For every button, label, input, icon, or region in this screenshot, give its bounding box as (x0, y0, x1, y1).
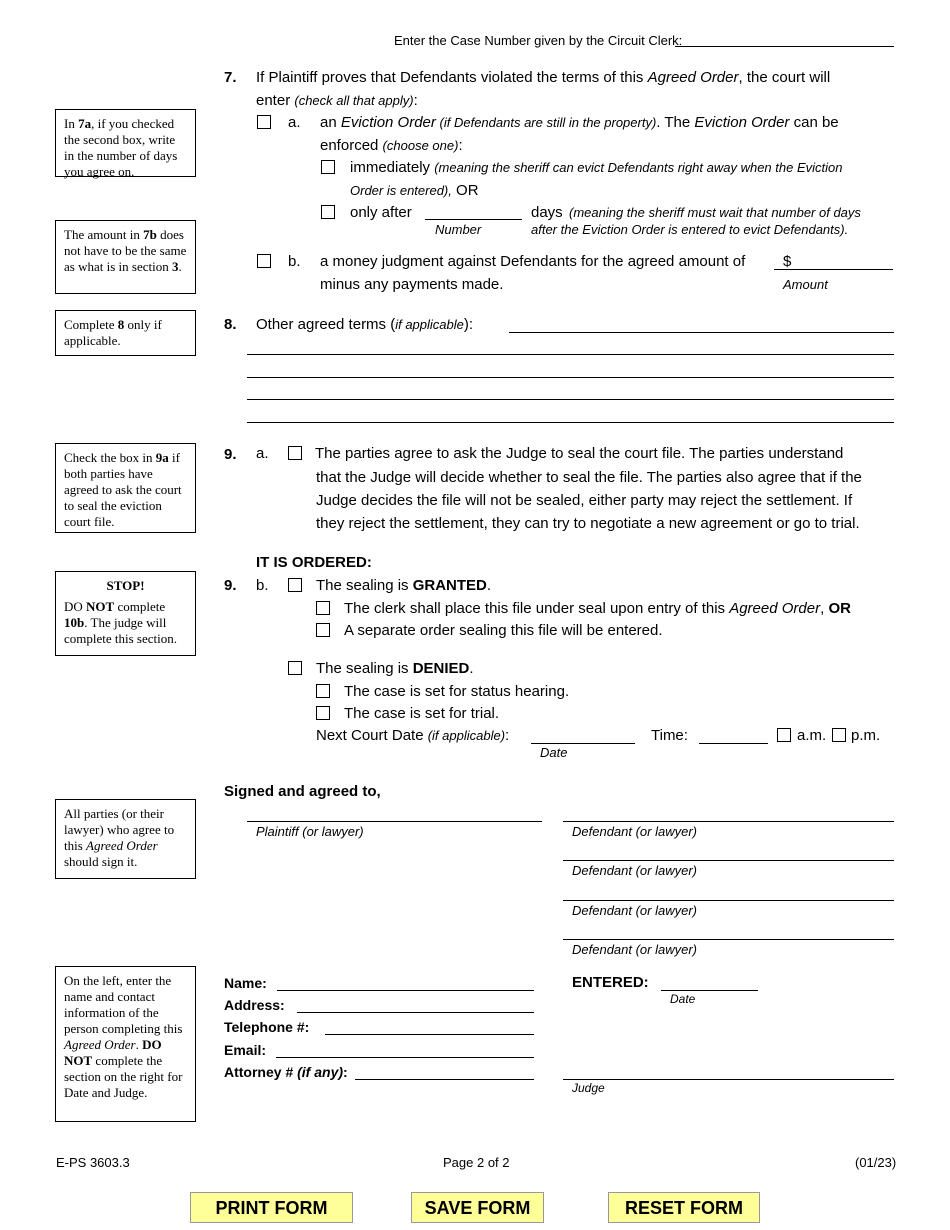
note-signing: All parties (or their lawyer) who agree to this Agreed Order should sign it. (55, 799, 196, 879)
plaintiff-signature-line[interactable] (247, 821, 542, 822)
signed-heading: Signed and agreed to, (224, 783, 381, 800)
case-number-label: Enter the Case Number given by the Circuit Clerk: (394, 33, 683, 48)
defendant-signature-line-2[interactable] (563, 860, 894, 861)
checkbox-pm[interactable] (832, 728, 846, 742)
days-label: days (531, 204, 563, 221)
amount-caption: Amount (783, 277, 828, 292)
form-id: E-PS 3603.3 (56, 1155, 130, 1170)
other-terms-line-4[interactable] (247, 399, 894, 400)
name-field[interactable] (277, 990, 534, 991)
checkbox-am[interactable] (777, 728, 791, 742)
number-caption: Number (435, 222, 482, 237)
defendant-signature-line-1[interactable] (563, 821, 894, 822)
section-7-instruction: enter (check all that apply): (256, 92, 418, 109)
section-7a-label: a. (288, 114, 301, 131)
next-court-date-label: Next Court Date (if applicable): (316, 727, 510, 744)
section-7b-text: a money judgment against Defendants for the agreed amount of (320, 253, 746, 270)
defendant-caption-3: Defendant (or lawyer) (572, 903, 697, 918)
section-8-number: 8. (224, 316, 237, 333)
attorney-label: Attorney # (if any): (224, 1064, 348, 1080)
defendant-signature-line-4[interactable] (563, 939, 894, 940)
revision-date: (01/23) (855, 1155, 897, 1170)
sealing-granted: The sealing is GRANTED. (316, 577, 492, 594)
other-terms-line-2[interactable] (247, 354, 894, 355)
clerk-seal-option: The clerk shall place this file under seal upon entry of this Agreed Order, OR (344, 600, 851, 617)
checkbox-separate-order[interactable] (316, 623, 330, 637)
dollar-sign: $ (783, 253, 792, 270)
status-hearing-option: The case is set for status hearing. (344, 683, 570, 700)
telephone-label: Telephone #: (224, 1019, 310, 1035)
judge-caption: Judge (572, 1081, 605, 1095)
entered-date-field[interactable] (661, 990, 758, 991)
note-7b: The amount in 7b does not have to be the same as what is in section 3. (55, 220, 196, 294)
days-note-1: (meaning the sheriff must wait that number of days (569, 205, 861, 220)
checkbox-only-after[interactable] (321, 205, 335, 219)
email-field[interactable] (276, 1057, 534, 1058)
note-9a: Check the box in 9a if both parties have agreed to ask the court to seal the eviction court file. (55, 443, 196, 533)
seal-request-line-3: Judge decides the file will not be sealed, either party may reject the settlement. If (316, 492, 853, 509)
checkbox-clerk-seal[interactable] (316, 601, 330, 615)
am-label: a.m. (797, 727, 827, 744)
save-form-button[interactable]: SAVE FORM (411, 1192, 544, 1223)
it-is-ordered-heading: IT IS ORDERED: (256, 554, 372, 571)
section-8-label: Other agreed terms (if applicable): (256, 316, 474, 333)
defendant-caption-1: Defendant (or lawyer) (572, 824, 697, 839)
option-immediately: immediately (meaning the sheriff can evict Defendants right away when the Eviction (350, 159, 843, 176)
page-number: Page 2 of 2 (443, 1155, 510, 1170)
section-7b-text-2: minus any payments made. (320, 276, 504, 293)
entered-label: ENTERED: (572, 974, 649, 991)
checkbox-trial[interactable] (316, 706, 330, 720)
option-immediately-cont: Order is entered), OR (350, 182, 479, 199)
section-9b-label: b. (256, 577, 269, 594)
section-7a-text: an Eviction Order (if Defendants are still in the property). The Eviction Order can be (320, 114, 839, 131)
note-8: Complete 8 only if applicable. (55, 310, 196, 356)
amount-field[interactable] (774, 269, 893, 270)
reset-form-button[interactable]: RESET FORM (608, 1192, 760, 1223)
days-note-2: after the Eviction Order is entered to evict Defendants). (531, 222, 849, 237)
checkbox-7a[interactable] (257, 115, 271, 129)
section-7-intro: If Plaintiff proves that Defendants violated the terms of this Agreed Order, the court will (256, 69, 831, 86)
section-9a-label: a. (256, 445, 269, 462)
number-of-days-field[interactable] (425, 219, 522, 220)
section-7-number: 7. (224, 69, 237, 86)
option-only-after: only after (350, 204, 412, 221)
section-7b-label: b. (288, 253, 301, 270)
checkbox-status-hearing[interactable] (316, 684, 330, 698)
date-caption: Date (540, 745, 568, 760)
time-field[interactable] (699, 743, 768, 744)
defendant-caption-2: Defendant (or lawyer) (572, 863, 697, 878)
seal-request-line-2: that the Judge will decide whether to seal the file. The parties also agree that if the (316, 469, 862, 486)
section-9a-number: 9. (224, 446, 237, 463)
print-form-button[interactable]: PRINT FORM (190, 1192, 353, 1223)
other-terms-line-3[interactable] (247, 377, 894, 378)
other-terms-line-5[interactable] (247, 422, 894, 423)
plaintiff-caption: Plaintiff (or lawyer) (256, 824, 364, 839)
address-field[interactable] (297, 1012, 534, 1013)
email-label: Email: (224, 1042, 267, 1058)
seal-request-line-1: The parties agree to ask the Judge to seal the court file. The parties understand (315, 445, 844, 462)
entered-date-caption: Date (670, 992, 696, 1006)
judge-signature-line (563, 1079, 894, 1080)
checkbox-immediately[interactable] (321, 160, 335, 174)
checkbox-granted[interactable] (288, 578, 302, 592)
note-contact: On the left, enter the name and contact information of the person completing this Agreed Order. DO NOT complete the section on the right for Date and Judge. (55, 966, 196, 1122)
checkbox-denied[interactable] (288, 661, 302, 675)
separate-order-option: A separate order sealing this file will be entered. (344, 622, 663, 639)
note-7a: In 7a, if you checked the second box, write in the number of days you agree on. (55, 109, 196, 177)
time-label: Time: (651, 727, 688, 744)
name-label: Name: (224, 975, 267, 991)
checkbox-7b[interactable] (257, 254, 271, 268)
stop-title: STOP! (106, 578, 145, 593)
other-terms-line-1[interactable] (509, 332, 894, 333)
address-label: Address: (224, 997, 285, 1013)
defendant-caption-4: Defendant (or lawyer) (572, 942, 697, 957)
seal-request-line-4: they reject the settlement, they can try to negotiate a new agreement or go to trial. (316, 515, 860, 532)
attorney-field[interactable] (355, 1079, 534, 1080)
telephone-field[interactable] (325, 1034, 534, 1035)
checkbox-9a[interactable] (288, 446, 302, 460)
pm-label: p.m. (851, 727, 881, 744)
trial-option: The case is set for trial. (344, 705, 500, 722)
case-number-field[interactable] (675, 46, 894, 47)
note-stop: STOP! DO NOT complete 10b. The judge will complete this section. (55, 571, 196, 656)
section-7a-enforced: enforced (choose one): (320, 137, 463, 154)
defendant-signature-line-3[interactable] (563, 900, 894, 901)
sealing-denied: The sealing is DENIED. (316, 660, 474, 677)
section-9b-number: 9. (224, 577, 237, 594)
next-court-date-field[interactable] (531, 743, 635, 744)
